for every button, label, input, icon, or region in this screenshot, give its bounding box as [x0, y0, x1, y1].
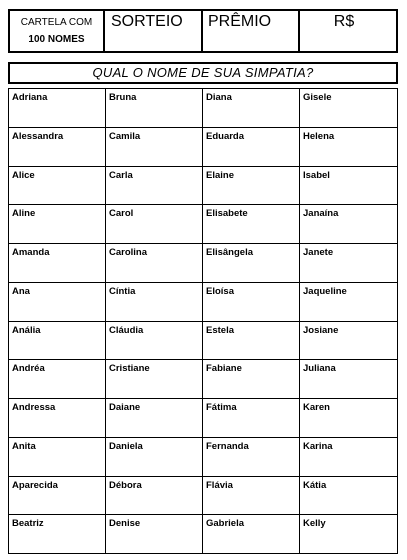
name-cell[interactable]: Elaine: [203, 166, 300, 205]
names-grid-body: [9, 89, 398, 554]
name-cell[interactable]: Amanda: [9, 244, 106, 283]
name-cell[interactable]: Kelly: [300, 515, 398, 554]
name-cell[interactable]: Jaqueline: [300, 282, 398, 321]
table-row: [9, 515, 398, 554]
cartela-line1: CARTELA COM: [20, 16, 93, 28]
table-row: [9, 282, 398, 321]
name-cell[interactable]: Diana: [203, 89, 300, 128]
table-row: [9, 205, 398, 244]
name-cell[interactable]: Josiane: [300, 321, 398, 360]
name-cell[interactable]: Carla: [106, 166, 203, 205]
name-cell[interactable]: Andressa: [9, 399, 106, 438]
name-cell[interactable]: Fabiane: [203, 360, 300, 399]
name-cell[interactable]: Aline: [9, 205, 106, 244]
table-row: [9, 244, 398, 283]
name-cell[interactable]: Karen: [300, 399, 398, 438]
name-cell[interactable]: Carolina: [106, 244, 203, 283]
name-cell[interactable]: Estela: [203, 321, 300, 360]
name-cell[interactable]: Anália: [9, 321, 106, 360]
name-cell[interactable]: Carol: [106, 205, 203, 244]
name-cell[interactable]: Aparecida: [9, 476, 106, 515]
cartela-line2: 100 NOMES: [28, 33, 85, 45]
name-cell[interactable]: Daiane: [106, 399, 203, 438]
name-cell[interactable]: Ana: [9, 282, 106, 321]
name-cell[interactable]: Kátia: [300, 476, 398, 515]
cartela-cell: [10, 11, 105, 51]
name-cell[interactable]: Juliana: [300, 360, 398, 399]
currency-cell: R$: [333, 13, 355, 30]
names-grid: [8, 88, 398, 554]
name-cell[interactable]: Bruna: [106, 89, 203, 128]
name-cell[interactable]: Karina: [300, 437, 398, 476]
name-cell[interactable]: Cíntia: [106, 282, 203, 321]
table-row: [9, 399, 398, 438]
name-cell[interactable]: Denise: [106, 515, 203, 554]
name-cell[interactable]: Janaína: [300, 205, 398, 244]
name-cell[interactable]: Gabriela: [203, 515, 300, 554]
name-cell[interactable]: Isabel: [300, 166, 398, 205]
table-row: [9, 476, 398, 515]
name-cell[interactable]: Cristiane: [106, 360, 203, 399]
name-cell[interactable]: Adriana: [9, 89, 106, 128]
name-cell[interactable]: Alessandra: [9, 127, 106, 166]
sorteio-cell: SORTEIO: [105, 11, 203, 51]
name-cell[interactable]: Gisele: [300, 89, 398, 128]
table-row: [9, 89, 398, 128]
table-row: [9, 166, 398, 205]
name-cell[interactable]: Janete: [300, 244, 398, 283]
name-cell[interactable]: Helena: [300, 127, 398, 166]
premio-cell: PRÊMIO: [203, 11, 300, 51]
name-cell[interactable]: Camila: [106, 127, 203, 166]
name-cell[interactable]: Daniela: [106, 437, 203, 476]
name-cell[interactable]: Fernanda: [203, 437, 300, 476]
header-table: [8, 9, 398, 53]
name-cell[interactable]: Alice: [9, 166, 106, 205]
name-cell[interactable]: Beatriz: [9, 515, 106, 554]
name-cell[interactable]: Débora: [106, 476, 203, 515]
name-cell[interactable]: Flávia: [203, 476, 300, 515]
name-cell[interactable]: Andréa: [9, 360, 106, 399]
table-row: [9, 437, 398, 476]
name-cell[interactable]: Eloísa: [203, 282, 300, 321]
name-cell[interactable]: Elisabete: [203, 205, 300, 244]
name-cell[interactable]: Elisângela: [203, 244, 300, 283]
name-cell[interactable]: Cláudia: [106, 321, 203, 360]
name-cell[interactable]: Fátima: [203, 399, 300, 438]
name-cell[interactable]: Eduarda: [203, 127, 300, 166]
question-banner: QUAL O NOME DE SUA SIMPATIA?: [8, 62, 398, 84]
table-row: [9, 321, 398, 360]
name-cell[interactable]: Anita: [9, 437, 106, 476]
table-row: [9, 127, 398, 166]
table-row: [9, 360, 398, 399]
